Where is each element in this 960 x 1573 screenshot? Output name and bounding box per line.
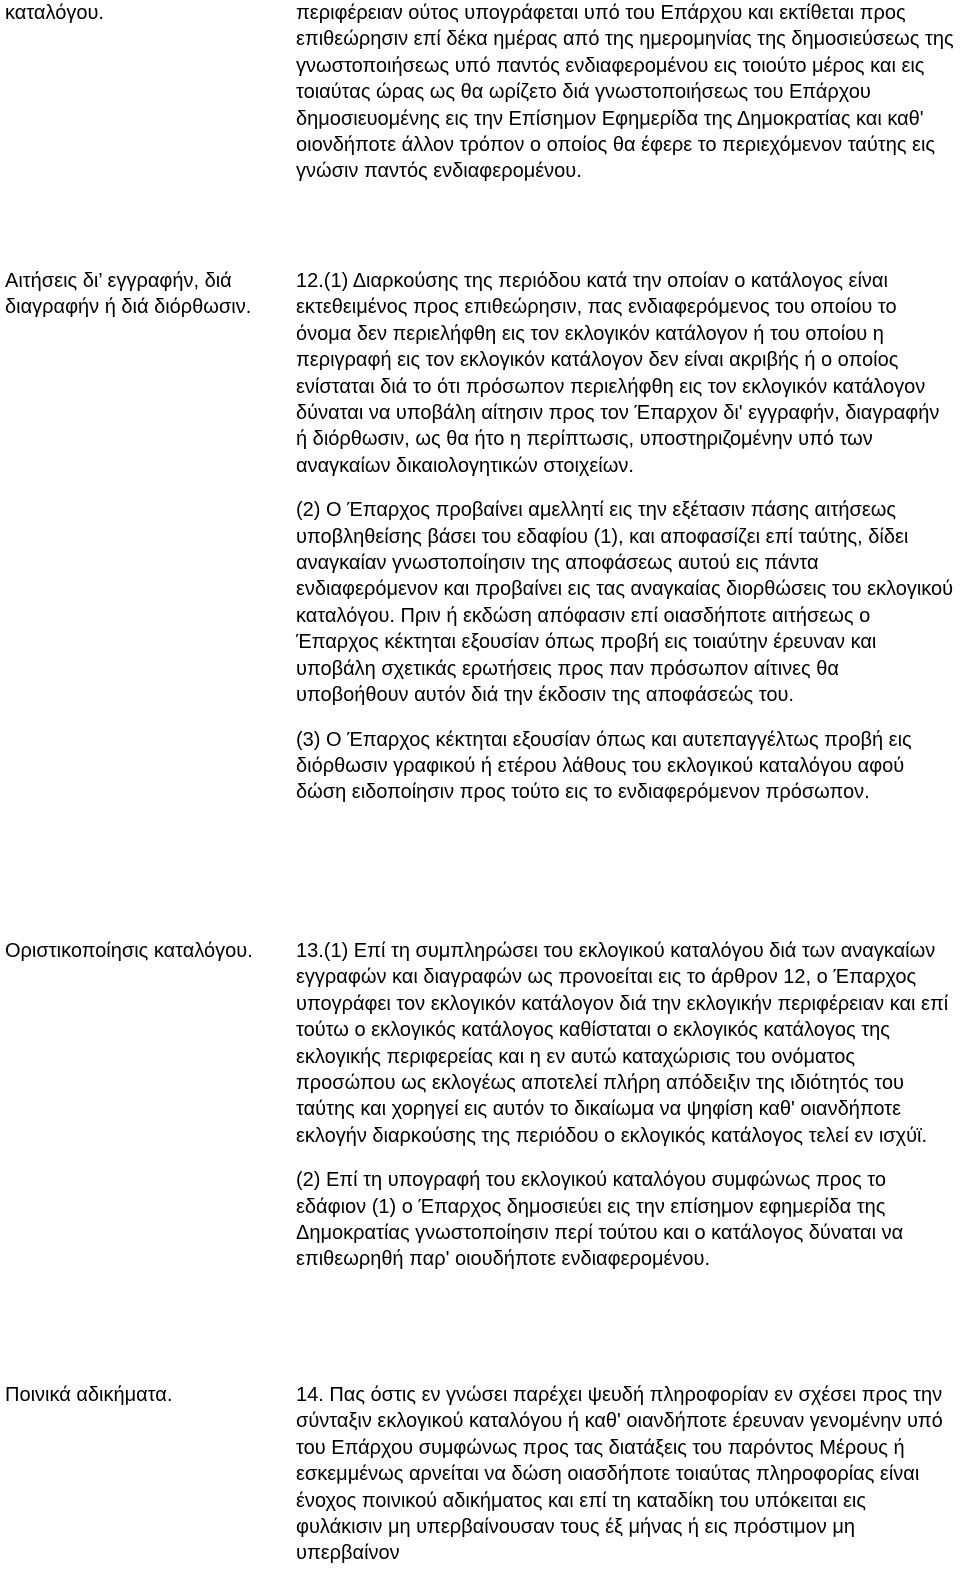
paragraph: (2) Επί τη υπογραφή του εκλογικού καταλόγου συμφώνως προς το εδάφιον (1) ο Έπαρχος δημοσιεύει εις την επίσημον εφημερίδα της Δημοκρατίας γνωστοποίησιν περί τούτου και ο κατάλογος δύναται να επιθεωρηθή παρ' οιουδήποτε ενδιαφερομένου. (296, 1169, 904, 1271)
margin-note: καταλόγου. (5, 2, 104, 24)
section-body (296, 938, 956, 1273)
paragraph: 13.(1) Επί τη συμπληρώσει του εκλογικού καταλόγου διά των αναγκαίων εγγραφών και διαγραφών ως προνοείται εις το άρθρον 12, ο Έπαρχος υπογράφει τον εκλογικόν κατάλογον διά την εκλογικήν περιφέρειαν και επί τούτω ο εκλογικός κατάλογος καθίσταται ο εκλογικός κατάλογος της εκλογικής περιφερείας και η εν αυτώ καταχώρισις του ονόματος προσώπου ως εκλογέως αποτελεί πλήρη απόδειξιν της ιδιότητός του ταύτης και χορηγεί εις αυτόν το δικαίωμα να ψηφίση καθ' οιανδήποτε εκλογήν διαρκούσης της περιόδου ο εκλογικός κατάλογος τελεί εν ισχύϊ. (296, 940, 949, 1147)
section-body (296, 0, 956, 185)
margin-note: Ποινικά αδικήματα. (5, 1384, 173, 1406)
section-body (296, 268, 956, 806)
paragraph: 14. Πας όστις εν γνώσει παρέχει ψευδή πληροφορίαν εν σχέσει προς την σύνταξιν εκλογικού καταλόγου ή καθ' οιανδήποτε έρευναν γενομένην υπό του Επάρχου συμφώνως προς τας διατάξεις του παρόντος Μέρους ή εσκεμμένως αρνείται να δώση οιασδήποτε τοιαύτας πληροφορίας είναι ένοχος ποινικού αδικήματος και επί τη καταδίκη του υπόκειται εις φυλάκισιν μη υπερβαίνουσαν τους έξ μήνας ή εις πρόστιμον μη υπερβαίνον (296, 1384, 943, 1565)
paragraph: (2) Ο Έπαρχος προβαίνει αμελλητί εις την εξέτασιν πάσης αιτήσεως υποβληθείσης βάσει του εδαφίου (1), και αποφασίζει επί ταύτης, δίδει αναγκαίαν γνωστοποίησιν της αποφάσεως αυτού εις πάντα ενδιαφερόμενον και προβαίνει εις τας αναγκαίας διορθώσεις του εκλογικού καταλόγου. Πριν ή εκδώση απόφασιν επί οιασδήποτε αιτήσεως ο Έπαρχος κέκτηται εξουσίαν όπως προβή εις τοιαύτην έρευναν και υποβάλη σχετικάς ερωτήσεις προς παν πρόσωπον αίτινες θα υποβοήθουν αυτόν διά την έκδοσιν της αποφάσεώς του. (296, 499, 954, 707)
margin-note: Αιτήσεις δι’ εγγραφήν, διά διαγραφήν ή διά διόρθωσιν. (5, 270, 252, 319)
paragraph: 12.(1) Διαρκούσης της περιόδου κατά την οποίαν ο κατάλογος είναι εκτεθειμένος προς επιθεώρησιν, πας ενδιαφερόμενος του οποίου το όνομα δεν περιελήφθη εις τον εκλογικόν κατάλογον ή του οποίου η περιγραφή εις τον εκλογικόν κατάλογον δεν είναι ακριβής ή ο οποίος ενίσταται διά το ότι πρόσωπον περιελήφθη εις τον εκλογικόν κατάλογον δύναται να υποβάλη αίτησιν προς τον Έπαρχον δι' εγγραφήν, διαγραφήν ή διόρθωσιν, ως θα ήτο η περίπτωσις, υποστηριζομένην υπό των αναγκαίων δικαιολογητικών στοιχείων. (296, 270, 940, 477)
section-body (296, 1382, 956, 1567)
margin-note: Οριστικοποίησις καταλόγου. (5, 940, 253, 962)
paragraph: (3) Ο Έπαρχος κέκτηται εξουσίαν όπως και αυτεπαγγέλτως προβή εις διόρθωσιν γραφικού ή ετέρου λάθους του εκλογικού καταλόγου αφού δώση ειδοποίησιν προς τούτο εις το ενδιαφερόμενον πρόσωπον. (296, 728, 912, 804)
paragraph: περιφέρειαν ούτος υπογράφεται υπό του Επάρχου και εκτίθεται προς επιθεώρησιν επί δέκα ημέρας από της ημερομηνίας της δημοσιεύσεως της γνωστοποιήσεως υπό παντός ενδιαφερομένου εις τοιούτο μέρος και εις τοιαύτας ώρας ως θα ωρίζετο διά γνωστοποιήσεως του Επάρχου δημοσιευομένης εις την Επίσημον Εφημερίδα της Δημοκρατίας και καθ' οιονδήποτε άλλον τρόπον ο οποίος θα έφερε το περιεχόμενον ταύτης εις γνώσιν παντός ενδιαφερομένου. (296, 2, 954, 183)
